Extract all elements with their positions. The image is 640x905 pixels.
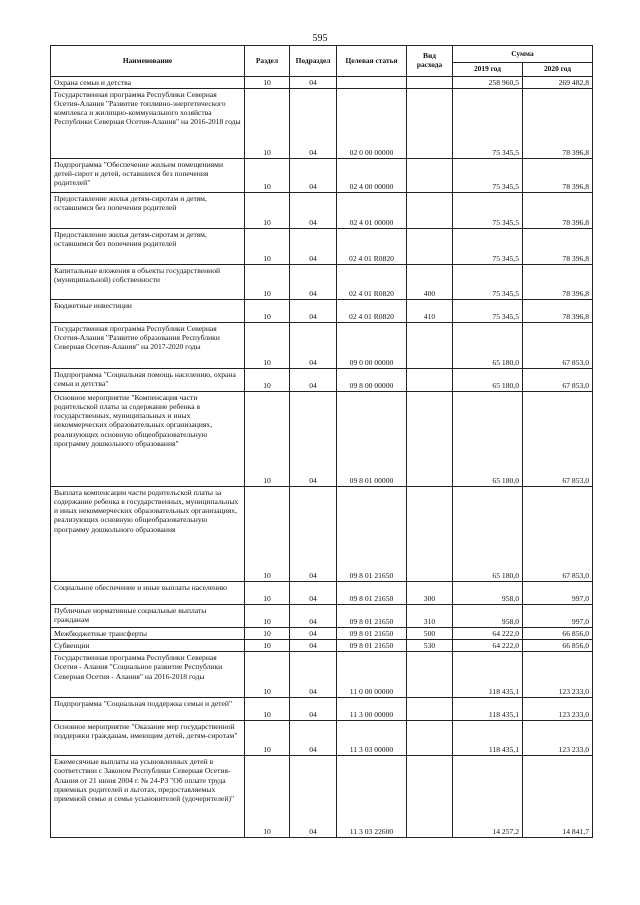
row-type [407,721,453,756]
row-subsection: 04 [290,756,337,838]
table-body [51,77,593,838]
table-row [51,159,593,193]
row-target: 02 4 01 R0820 [337,229,407,265]
table-row [51,300,593,323]
row-section: 10 [245,721,290,756]
budget-table [50,45,593,838]
row-subsection: 04 [290,159,337,193]
row-section: 10 [245,323,290,369]
table-row [51,605,593,628]
row-subsection: 04 [290,369,337,392]
row-sum-2019: 118 435,1 [453,698,523,721]
row-type: 400 [407,265,453,300]
row-type: 310 [407,605,453,628]
row-target: 09 8 01 21650 [337,605,407,628]
row-type [407,193,453,229]
row-type [407,229,453,265]
row-sum-2019: 14 257,2 [453,756,523,838]
table-row [51,756,593,838]
row-name: Охрана семьи и детства [51,77,245,89]
table-row [51,721,593,756]
row-section: 10 [245,265,290,300]
row-target: 09 8 01 21650 [337,487,407,582]
row-subsection: 04 [290,487,337,582]
row-name: Подпрограмма "Социальная помощь населению, охрана семьи и детства" [51,369,245,392]
row-target: 02 4 01 R0820 [337,265,407,300]
row-sum-2020: 78 396,8 [523,229,593,265]
row-subsection: 04 [290,628,337,640]
row-type [407,698,453,721]
row-sum-2020: 123 233,0 [523,721,593,756]
row-section: 10 [245,605,290,628]
row-subsection: 04 [290,582,337,605]
row-type [407,392,453,487]
row-target: 09 8 01 00000 [337,392,407,487]
header-year-2020: 2020 год [523,63,593,77]
row-name: Бюджетные инвестиции [51,300,245,323]
row-sum-2019: 75 345,5 [453,193,523,229]
row-section: 10 [245,77,290,89]
row-target: 09 8 01 21650 [337,640,407,652]
row-sum-2019: 118 435,1 [453,652,523,698]
header-target: Целевая статья [337,46,407,77]
row-section: 10 [245,582,290,605]
row-target: 11 3 00 00000 [337,698,407,721]
row-type [407,652,453,698]
row-type [407,89,453,159]
row-subsection: 04 [290,392,337,487]
row-section: 10 [245,193,290,229]
row-sum-2019: 958,0 [453,582,523,605]
row-section: 10 [245,628,290,640]
row-sum-2020: 123 233,0 [523,698,593,721]
row-sum-2020: 67 853,0 [523,487,593,582]
row-sum-2019: 64 222,0 [453,628,523,640]
row-section: 10 [245,369,290,392]
row-sum-2020: 78 396,8 [523,300,593,323]
row-type: 530 [407,640,453,652]
row-name: Государственная программа Республики Северная Осетия - Алания "Социальное развитие Республики Северная Осетия - Алания" на 2016-2018 годы [51,652,245,698]
row-sum-2020: 66 856,0 [523,640,593,652]
row-section: 10 [245,300,290,323]
row-target: 02 4 01 R0820 [337,300,407,323]
header-expense-type: Вид расхода [407,46,453,77]
row-name: Капитальные вложения в объекты государственной (муниципальной) собственности [51,265,245,300]
row-sum-2019: 64 222,0 [453,640,523,652]
row-target: 09 8 01 21650 [337,582,407,605]
row-type [407,77,453,89]
table-row [51,640,593,652]
row-sum-2019: 75 345,5 [453,89,523,159]
row-name: Выплата компенсации части родительской платы за содержание ребенка в государственных, муниципальных и иных некоммерческих образовательных организациях, реализующих основную общеобразовательную программу дошкольного образования [51,487,245,582]
row-subsection: 04 [290,77,337,89]
row-subsection: 04 [290,89,337,159]
row-sum-2020: 67 853,0 [523,369,593,392]
row-section: 10 [245,229,290,265]
row-subsection: 04 [290,698,337,721]
row-name: Ежемесячные выплаты на усыновленных детей в соответствии с Законом Республики Северная Осетия-Алания от 21 июня 2004 г. № 24-РЗ "Об оплате труда приемных родителей и льготах, предоставляемых приемной семье и семье усыновителей (удочерителей)" [51,756,245,838]
row-name: Публичные нормативные социальные выплаты гражданам [51,605,245,628]
row-sum-2020: 997,0 [523,582,593,605]
row-sum-2020: 997,0 [523,605,593,628]
row-type: 500 [407,628,453,640]
row-sum-2019: 65 180,0 [453,487,523,582]
row-subsection: 04 [290,265,337,300]
row-section: 10 [245,159,290,193]
row-target: 11 3 03 00000 [337,721,407,756]
row-section: 10 [245,640,290,652]
row-name: Социальное обеспечение и иные выплаты населению [51,582,245,605]
table-row [51,265,593,300]
row-type [407,159,453,193]
row-sum-2020: 14 841,7 [523,756,593,838]
header-year-2019: 2019 год [453,63,523,77]
table-row [51,89,593,159]
row-section: 10 [245,487,290,582]
row-sum-2019: 258 960,5 [453,77,523,89]
row-sum-2020: 78 396,8 [523,159,593,193]
row-subsection: 04 [290,323,337,369]
row-sum-2020: 67 853,0 [523,392,593,487]
row-target: 09 0 00 00000 [337,323,407,369]
row-name: Подпрограмма "Социальная поддержка семьи и детей" [51,698,245,721]
row-subsection: 04 [290,300,337,323]
row-target: 09 8 01 21650 [337,628,407,640]
table-row [51,628,593,640]
table-row [51,369,593,392]
row-sum-2020: 67 853,0 [523,323,593,369]
row-section: 10 [245,89,290,159]
row-subsection: 04 [290,721,337,756]
table-row [51,323,593,369]
row-target: 11 0 00 00000 [337,652,407,698]
row-name: Предоставление жилья детям-сиротам и детям, оставшимся без попечения родителей [51,229,245,265]
row-section: 10 [245,756,290,838]
row-name: Основное мероприятие "Компенсация части родительской платы за содержание ребенка в государственных, муниципальных и иных некоммерческих образовательных организациях, реализующих основную общеобразовательную программу дошкольного образования" [51,392,245,487]
header-subsection: Подраздел [290,46,337,77]
row-type [407,487,453,582]
header-sum: Сумма [453,46,593,63]
row-name: Государственная программа Республики Северная Осетия-Алания "Развитие образования Республики Северная Осетия-Алания" на 2017-2020 годы [51,323,245,369]
row-sum-2019: 958,0 [453,605,523,628]
row-section: 10 [245,698,290,721]
row-sum-2019: 75 345,5 [453,229,523,265]
header-section: Раздел [245,46,290,77]
row-sum-2019: 75 345,5 [453,159,523,193]
row-name: Подпрограмма "Обеспечение жильем помещениями детей-сирот и детей, оставшихся без попечения родителей" [51,159,245,193]
row-name: Предоставление жилья детям-сиротам и детям, оставшимся без попечения родителей [51,193,245,229]
row-target: 09 8 00 00000 [337,369,407,392]
table-row [51,582,593,605]
row-sum-2019: 75 345,5 [453,265,523,300]
table-row [51,229,593,265]
row-type [407,369,453,392]
row-section: 10 [245,392,290,487]
row-target: 02 0 00 00000 [337,89,407,159]
row-target: 02 4 00 00000 [337,159,407,193]
row-target [337,77,407,89]
row-sum-2019: 75 345,5 [453,300,523,323]
row-sum-2019: 65 180,0 [453,369,523,392]
row-section: 10 [245,652,290,698]
row-name: Субвенции [51,640,245,652]
page-number: 595 [312,33,328,44]
row-name: Основное мероприятие "Оказание мер государственной поддержки гражданам, имеющим детей, детям-сиротам" [51,721,245,756]
row-name: Межбюджетные трансферты [51,628,245,640]
table-row [51,487,593,582]
row-type [407,756,453,838]
row-subsection: 04 [290,640,337,652]
table-row [51,193,593,229]
row-subsection: 04 [290,605,337,628]
row-sum-2019: 65 180,0 [453,392,523,487]
row-target: 11 3 03 22600 [337,756,407,838]
row-type: 410 [407,300,453,323]
row-sum-2020: 78 396,8 [523,265,593,300]
row-sum-2020: 78 396,8 [523,89,593,159]
table-row [51,77,593,89]
header-name: Наименование [51,46,245,77]
row-sum-2020: 269 482,8 [523,77,593,89]
row-subsection: 04 [290,652,337,698]
row-sum-2019: 65 180,0 [453,323,523,369]
row-target: 02 4 01 00000 [337,193,407,229]
row-sum-2020: 66 856,0 [523,628,593,640]
row-subsection: 04 [290,193,337,229]
row-sum-2020: 123 233,0 [523,652,593,698]
table-row [51,652,593,698]
row-type: 300 [407,582,453,605]
row-name: Государственная программа Республики Северная Осетия-Алания "Развитие топливно-энергетического комплекса и жилищно-коммунального хозяйства Республики Северная Осетия-Алания" на 2016-2018 годы [51,89,245,159]
row-sum-2019: 118 435,1 [453,721,523,756]
row-type [407,323,453,369]
row-subsection: 04 [290,229,337,265]
table-row [51,698,593,721]
table-row [51,392,593,487]
row-sum-2020: 78 396,8 [523,193,593,229]
